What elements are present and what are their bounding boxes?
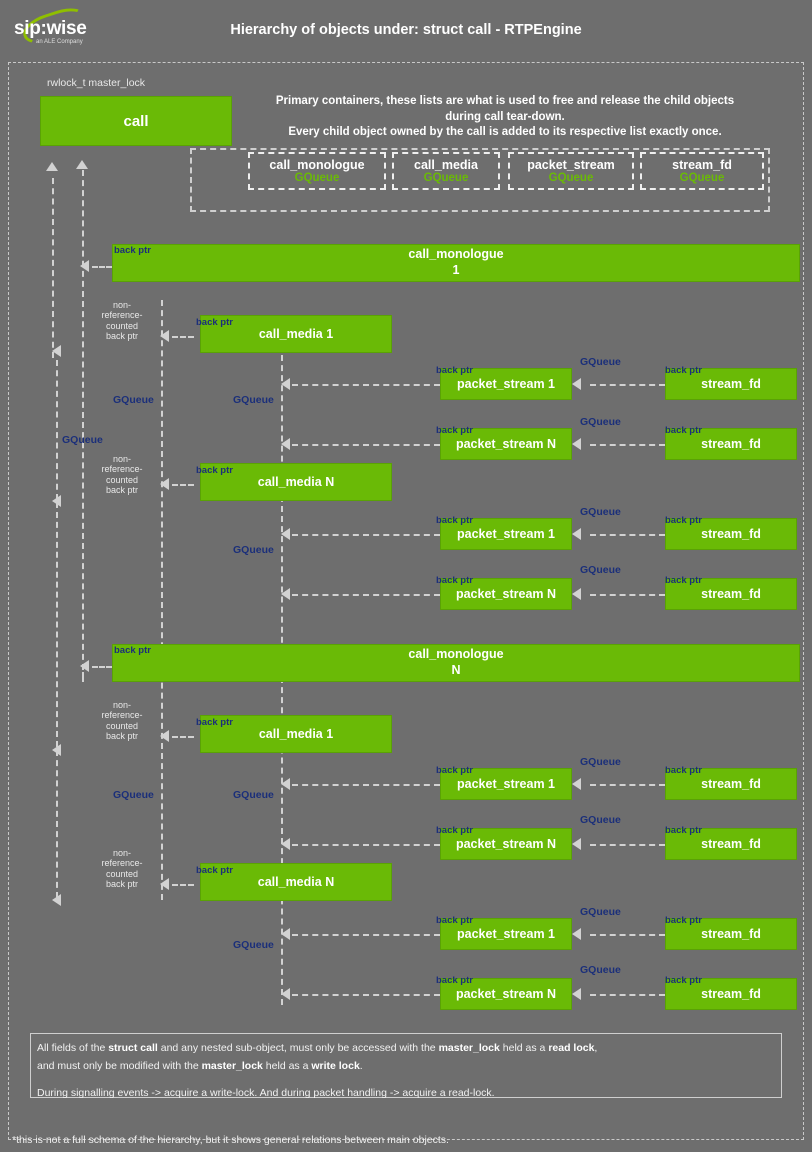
label-back-ptr-media-Nb: back ptr [196, 865, 233, 876]
note-l2-b: master_lock [201, 1059, 263, 1072]
node-call-monologue-1-index: 1 [452, 263, 460, 277]
label-nrc-1-l3: counted [105, 320, 139, 331]
node-call-monologue-1 [112, 244, 800, 282]
container-packet-stream-type: GQueue [548, 172, 594, 184]
label-gqueue-monologue-2: GQueue [113, 789, 154, 801]
label-back-ptr-sfd-Na: back ptr [665, 425, 702, 436]
arrow-ps-7 [281, 928, 290, 940]
node-stream-fd-Nd-name: stream_fd [701, 987, 761, 1001]
node-packet-stream-1a-name: packet_stream [457, 377, 545, 391]
arrow-sfd-1 [572, 378, 581, 390]
note-l2-a: and must only be modified with the [37, 1059, 202, 1072]
label-back-ptr-ps-Nd: back ptr [436, 975, 473, 986]
arrow-ps-8 [281, 988, 290, 1000]
label-nrc-3-l1: non- [112, 700, 131, 710]
arrow-ps-2 [281, 438, 290, 450]
container-stream-fd-type: GQueue [679, 172, 725, 184]
node-call-media-1-name: call_media [258, 327, 323, 341]
label-back-ptr-ps-Na: back ptr [436, 425, 473, 436]
arrow-media-1b-back [52, 744, 61, 756]
note-l1-e: held as a [499, 1042, 549, 1054]
node-packet-stream-Nc-index: N [547, 837, 557, 851]
note-l1-d: master_lock [438, 1042, 500, 1054]
label-nrc-4-l3: counted [105, 868, 139, 879]
node-packet-stream-Na-name: packet_stream [455, 437, 544, 451]
spine-call-left-arrow [46, 162, 58, 171]
node-call-label: call [123, 112, 149, 130]
container-call-monologue [248, 152, 386, 190]
label-nrc-3-l4: back ptr [105, 731, 138, 742]
note-l2-d: write lock [311, 1059, 360, 1072]
node-call-monologue-1-name: call_monologue [408, 247, 504, 262]
conn-ps-7 [292, 934, 440, 936]
arrow-ps-5 [281, 778, 290, 790]
node-call-media-1b-name: call_media [258, 727, 323, 741]
node-call-monologue-N-index: N [451, 663, 461, 677]
conn-sfd-7 [590, 934, 665, 936]
arrow-media-Nb [160, 878, 169, 890]
container-packet-stream [508, 152, 634, 190]
node-packet-stream-1c-name: packet_stream [457, 777, 545, 791]
node-call-media-1-index: 1 [326, 327, 334, 341]
container-call-media [392, 152, 500, 190]
container-call-media-name: call_media [414, 158, 478, 172]
conn-ps-4 [292, 594, 440, 596]
arrow-media-Nb-back [52, 894, 61, 906]
note-l1-a: All fields of the [37, 1042, 109, 1054]
node-call-media-1b-index: 1 [326, 727, 334, 741]
spine-monologue-2 [82, 672, 84, 682]
node-stream-fd-1b-name: stream_fd [701, 527, 761, 541]
label-back-ptr-monologue-N: back ptr [114, 645, 151, 656]
note-l1-b: struct call [108, 1042, 158, 1054]
spine-monologue [82, 170, 84, 670]
arrow-monologue-1 [80, 260, 89, 272]
node-packet-stream-Nd-index: N [547, 987, 557, 1001]
label-back-ptr-ps-1b: back ptr [436, 515, 473, 526]
app-header [0, 0, 812, 62]
label-nrc-4-l2: reference- [101, 858, 143, 869]
conn-ps-6 [292, 844, 440, 846]
arrow-sfd-8 [572, 988, 581, 1000]
spine-call-left-2 [56, 360, 58, 500]
locking-note-line-3: During signalling events -> acquire a write-lock. And during packet handling -> acquire a read-lock. [37, 1086, 495, 1099]
label-gqueue-media-1: GQueue [233, 394, 274, 406]
label-back-ptr-monologue-1: back ptr [114, 245, 151, 256]
node-packet-stream-Nb-name: packet_stream [455, 587, 544, 601]
label-nrc-2-l4: back ptr [105, 485, 138, 496]
node-call-monologue-N-name: call_monologue [408, 647, 504, 662]
locking-note [30, 1033, 782, 1098]
label-nrc-2-l1: non- [112, 454, 131, 464]
arrow-media-1-back [52, 345, 61, 357]
node-call-media-Nb-index: N [325, 875, 335, 889]
label-back-ptr-ps-Nc: back ptr [436, 825, 473, 836]
caption-line-3: Every child object owned by the call is added to its respective list exactly once. [288, 126, 722, 139]
node-call-monologue-N [112, 644, 800, 682]
container-call-monologue-name: call_monologue [269, 158, 365, 172]
locking-note-line-2 [37, 1059, 775, 1075]
node-packet-stream-1b-index: 1 [548, 527, 555, 541]
spine-call-left-3 [56, 502, 58, 747]
node-packet-stream-1d-name: packet_stream [457, 927, 545, 941]
label-back-ptr-sfd-1d: back ptr [665, 915, 702, 926]
label-nrc-3 [92, 700, 152, 741]
label-back-ptr-ps-1a: back ptr [436, 365, 473, 376]
logo-subtext: an ALE Company [36, 39, 83, 45]
node-call-media-N-index: N [325, 475, 335, 489]
label-gqueue-media-4: GQueue [233, 939, 274, 951]
conn-sfd-2 [590, 444, 665, 446]
conn-sfd-1 [590, 384, 665, 386]
arrow-ps-1 [281, 378, 290, 390]
conn-sfd-3 [590, 534, 665, 536]
note-l1-g: , [594, 1042, 598, 1054]
label-nrc-4 [92, 848, 152, 889]
node-stream-fd-Na-name: stream_fd [701, 437, 761, 451]
node-stream-fd-Nb-name: stream_fd [701, 587, 761, 601]
label-back-ptr-media-N: back ptr [196, 465, 233, 476]
label-back-ptr-sfd-Nd: back ptr [665, 975, 702, 986]
arrow-sfd-6 [572, 838, 581, 850]
label-back-ptr-media-1: back ptr [196, 317, 233, 328]
node-stream-fd-1c-name: stream_fd [701, 777, 761, 791]
node-call [40, 96, 232, 146]
conn-ps-1 [292, 384, 440, 386]
master-lock-label: rwlock_t master_lock [44, 77, 148, 89]
label-back-ptr-ps-1d: back ptr [436, 915, 473, 926]
note-l1-c: and any nested sub-object, must only be accessed with the [157, 1042, 439, 1054]
label-gqueue-ps-Nb: GQueue [580, 564, 621, 576]
locking-note-line-1 [37, 1041, 775, 1057]
conn-media-N [172, 484, 194, 486]
node-call-media-Nb-name: call_media [257, 875, 322, 889]
label-nrc-1-l1: non- [112, 300, 131, 310]
arrow-media-1b [160, 730, 169, 742]
label-gqueue-ps-Nc: GQueue [580, 814, 621, 826]
conn-sfd-8 [590, 994, 665, 996]
label-back-ptr-media-1b: back ptr [196, 717, 233, 728]
conn-sfd-6 [590, 844, 665, 846]
node-packet-stream-Nc-name: packet_stream [455, 837, 544, 851]
label-gqueue-media-3: GQueue [233, 789, 274, 801]
conn-media-Nb [172, 884, 194, 886]
node-packet-stream-1d-index: 1 [548, 927, 555, 941]
spine-media [161, 300, 163, 900]
node-packet-stream-1c-index: 1 [548, 777, 555, 791]
node-packet-stream-Nd-name: packet_stream [455, 987, 544, 1001]
caption-line-1: Primary containers, these lists are what is used to free and release the child objects [275, 95, 735, 107]
label-nrc-4-l4: back ptr [105, 879, 138, 890]
primary-containers-caption [255, 94, 755, 141]
conn-media-1 [172, 336, 194, 338]
label-nrc-1 [92, 300, 152, 341]
label-gqueue-call: GQueue [62, 434, 103, 446]
label-gqueue-ps-1a: GQueue [580, 356, 621, 368]
node-packet-stream-1a-index: 1 [548, 377, 555, 391]
label-gqueue-ps-1c: GQueue [580, 756, 621, 768]
label-gqueue-ps-Nd: GQueue [580, 964, 621, 976]
conn-ps-8 [292, 994, 440, 996]
label-back-ptr-sfd-1a: back ptr [665, 365, 702, 376]
label-back-ptr-sfd-1b: back ptr [665, 515, 702, 526]
spine-call-left [52, 178, 54, 358]
spine-monologue-arrow [76, 160, 88, 169]
label-nrc-1-l4: back ptr [105, 331, 138, 342]
node-packet-stream-1b-name: packet_stream [457, 527, 545, 541]
arrow-media-N-back [52, 495, 61, 507]
spine-call-left-4 [56, 750, 58, 898]
label-nrc-3-l3: counted [105, 720, 139, 731]
node-stream-fd-1a-name: stream_fd [701, 377, 761, 391]
conn-ps-3 [292, 534, 440, 536]
container-stream-fd-name: stream_fd [672, 158, 732, 172]
node-call-media-N-name: call_media [257, 475, 322, 489]
label-back-ptr-sfd-1c: back ptr [665, 765, 702, 776]
note-l1-f: read lock [548, 1042, 595, 1054]
label-gqueue-ps-1b: GQueue [580, 506, 621, 518]
label-back-ptr-sfd-Nc: back ptr [665, 825, 702, 836]
arrow-ps-4 [281, 588, 290, 600]
container-call-monologue-type: GQueue [294, 172, 340, 184]
caption-line-2: during call tear-down. [445, 110, 565, 123]
arrow-sfd-3 [572, 528, 581, 540]
container-call-media-type: GQueue [423, 172, 469, 184]
label-nrc-2-l2: reference- [101, 464, 143, 475]
label-nrc-4-l1: non- [112, 848, 131, 858]
arrow-monologue-N [80, 660, 89, 672]
conn-monologue-1 [92, 266, 112, 268]
container-packet-stream-name: packet_stream [527, 158, 615, 172]
label-nrc-3-l2: reference- [101, 710, 143, 721]
label-back-ptr-ps-Nb: back ptr [436, 575, 473, 586]
page-title: Hierarchy of objects under: struct call - RTPEngine [230, 22, 582, 38]
logo-text: sip:wise [14, 18, 87, 39]
conn-sfd-4 [590, 594, 665, 596]
label-back-ptr-sfd-Nb: back ptr [665, 575, 702, 586]
label-back-ptr-ps-1c: back ptr [436, 765, 473, 776]
conn-sfd-5 [590, 784, 665, 786]
label-nrc-2-l3: counted [105, 474, 139, 485]
note-l2-c: held as a [262, 1059, 312, 1072]
arrow-media-N [160, 478, 169, 490]
node-stream-fd-1d-name: stream_fd [701, 927, 761, 941]
arrow-sfd-4 [572, 588, 581, 600]
conn-media-1b [172, 736, 194, 738]
label-gqueue-ps-Na: GQueue [580, 416, 621, 428]
note-l2-e: . [359, 1059, 363, 1072]
label-nrc-2 [92, 454, 152, 495]
arrow-sfd-2 [572, 438, 581, 450]
label-gqueue-monologue-1: GQueue [113, 394, 154, 406]
node-stream-fd-Nc-name: stream_fd [701, 837, 761, 851]
arrow-media-1 [160, 330, 169, 342]
arrow-ps-6 [281, 838, 290, 850]
container-stream-fd [640, 152, 764, 190]
label-gqueue-media-2: GQueue [233, 544, 274, 556]
arrow-ps-3 [281, 528, 290, 540]
arrow-sfd-7 [572, 928, 581, 940]
conn-monologue-N [92, 666, 112, 668]
node-packet-stream-Nb-index: N [547, 587, 557, 601]
node-packet-stream-Na-index: N [547, 437, 557, 451]
conn-ps-2 [292, 444, 440, 446]
schema-footnote: *this is not a full schema of the hierarchy, but it shows general relations between main objects. [12, 1134, 449, 1146]
label-gqueue-ps-1d: GQueue [580, 906, 621, 918]
label-nrc-1-l2: reference- [101, 310, 143, 321]
arrow-sfd-5 [572, 778, 581, 790]
conn-ps-5 [292, 784, 440, 786]
